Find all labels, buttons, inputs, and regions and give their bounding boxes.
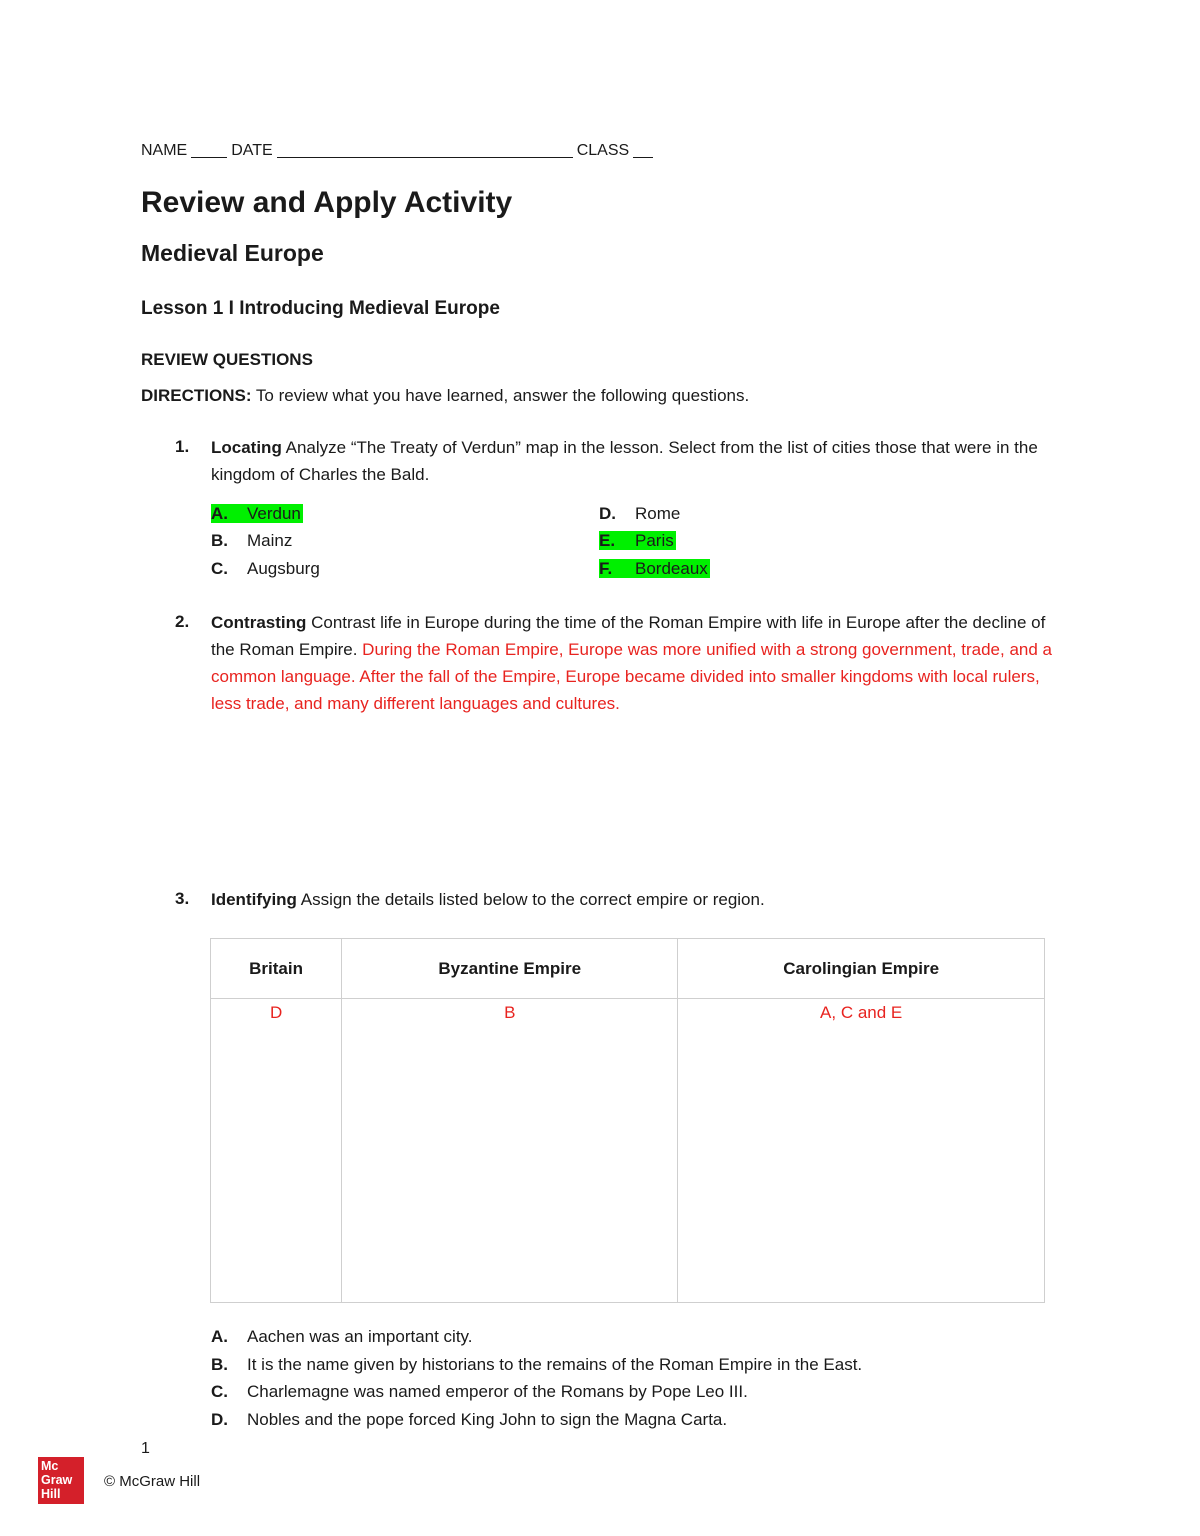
option-e[interactable] — [599, 529, 676, 553]
detail-c — [211, 1380, 748, 1404]
question-1-number: 1. — [175, 437, 190, 456]
question-3-text — [211, 886, 1061, 913]
page-subtitle: Medieval Europe — [141, 240, 324, 266]
detail-letter: C. — [211, 1382, 228, 1401]
option-text: Paris — [635, 531, 674, 550]
question-3-prompt: Assign the details listed below to the correct empire or region. — [296, 890, 765, 909]
column-header-carolingian: Carolingian Empire — [678, 939, 1045, 999]
answer-cell-byzantine[interactable]: B — [342, 999, 678, 1303]
logo-line: Hill — [41, 1487, 61, 1501]
class-label: CLASS — [576, 142, 630, 159]
column-header-byzantine: Byzantine Empire — [342, 939, 678, 999]
answer-cell-britain[interactable]: D — [211, 999, 342, 1303]
name-blank[interactable] — [191, 143, 227, 158]
date-label: DATE — [231, 142, 273, 159]
option-text: Bordeaux — [635, 559, 708, 578]
detail-letter: A. — [211, 1327, 228, 1346]
option-b[interactable] — [211, 529, 292, 553]
option-text: Mainz — [247, 531, 293, 550]
question-1-skill: Locating — [211, 438, 282, 457]
section-heading: REVIEW QUESTIONS — [141, 350, 313, 369]
student-info-line — [141, 142, 657, 160]
question-1-prompt: Analyze “The Treaty of Verdun” map in the lesson. Select from the list of cities those that were in the kingdom of Charles the Bald. — [211, 438, 1038, 484]
question-2-text — [211, 609, 1056, 717]
option-a[interactable] — [211, 502, 303, 526]
option-d[interactable] — [599, 502, 680, 526]
detail-d — [211, 1408, 727, 1432]
column-header-britain: Britain — [211, 939, 342, 999]
name-label: NAME — [141, 142, 188, 159]
logo-line: Mc — [41, 1459, 59, 1473]
option-f[interactable] — [599, 557, 710, 581]
option-letter: A. — [211, 504, 228, 523]
question-2-prompt: Contrast life in Europe during the time of the Roman Empire with life in Europe after the decline of the Roman Empire. — [211, 613, 1046, 659]
question-2-answer[interactable]: During the Roman Empire, Europe was more unified with a strong government, trade, and a common language. After the fall of the Empire, Europe became divided into smaller kingdoms with local rulers, less trade, and many different languages and cultures. — [211, 640, 1052, 713]
directions-label: DIRECTIONS: — [141, 386, 252, 405]
question-2-skill: Contrasting — [211, 613, 307, 632]
detail-text: Aachen was an important city. — [247, 1327, 473, 1346]
option-text: Augsburg — [247, 559, 320, 578]
option-text: Rome — [635, 504, 681, 523]
option-letter: F. — [599, 559, 613, 578]
question-2-number: 2. — [175, 612, 190, 631]
detail-a — [211, 1325, 473, 1349]
option-text: Verdun — [247, 504, 301, 523]
option-letter: C. — [211, 559, 228, 578]
detail-text: It is the name given by historians to the remains of the Roman Empire in the East. — [247, 1355, 863, 1374]
detail-letter: B. — [211, 1355, 228, 1374]
option-letter: B. — [211, 531, 228, 550]
detail-text: Nobles and the pope forced King John to sign the Magna Carta. — [247, 1410, 728, 1429]
option-letter: E. — [599, 531, 616, 550]
detail-text: Charlemagne was named emperor of the Romans by Pope Leo III. — [247, 1382, 748, 1401]
option-letter: D. — [599, 504, 616, 523]
directions — [141, 386, 749, 406]
page-title: Review and Apply Activity — [141, 186, 513, 219]
page-number: 1 — [141, 1440, 150, 1457]
copyright: © McGraw Hill — [104, 1473, 201, 1490]
table-header-row — [211, 939, 1045, 999]
detail-b — [211, 1353, 862, 1377]
date-blank[interactable] — [277, 143, 573, 158]
lesson-heading: Lesson 1 I Introducing Medieval Europe — [141, 298, 500, 319]
question-3-number: 3. — [175, 889, 190, 908]
class-blank[interactable] — [633, 143, 653, 158]
answer-cell-carolingian[interactable]: A, C and E — [678, 999, 1045, 1303]
table-row — [211, 999, 1045, 1303]
detail-letter: D. — [211, 1410, 228, 1429]
logo-line: Graw — [41, 1473, 73, 1487]
question-1-text — [211, 434, 1056, 488]
assignment-table — [210, 938, 1045, 1303]
option-c[interactable] — [211, 557, 320, 581]
directions-text: To review what you have learned, answer the following questions. — [251, 386, 750, 405]
question-3-skill: Identifying — [211, 890, 297, 909]
mcgraw-hill-logo — [38, 1457, 84, 1504]
